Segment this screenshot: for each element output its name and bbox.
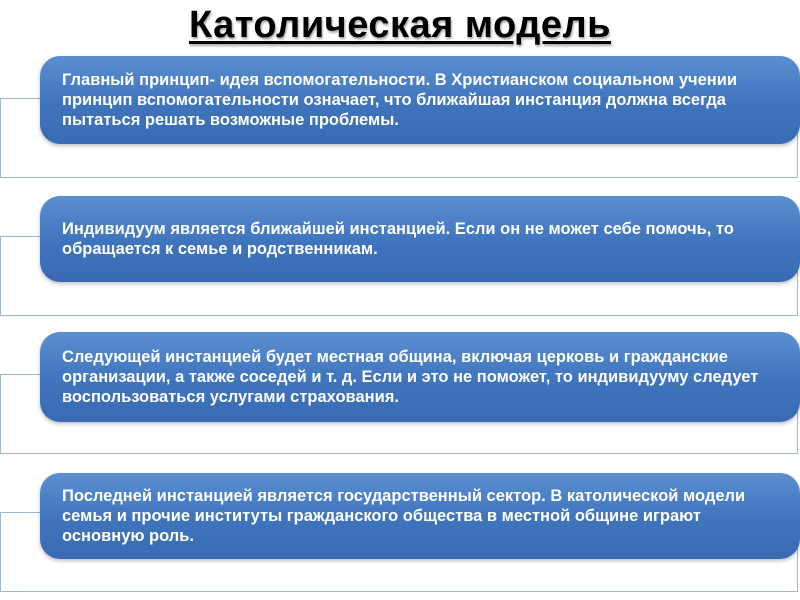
- slide-title: Католическая модель: [189, 4, 611, 46]
- text-block-2-text: Индивидуум является ближайшей инстанцией. Если он не может себе помочь, то обращается к семье и родственникам.: [62, 220, 734, 258]
- text-block-1: [40, 56, 800, 144]
- text-block-3-text: Следующей инстанцией будет местная община, включая церковь и гражданские организации, а также соседей и т. д. Если и это не поможет, то индивидууму следует воспользоваться услугами страхования.: [62, 348, 759, 406]
- text-block-1-text: Главный принцип- идея вспомогательности. В Христианском социальном учении принцип вспомогательности означает, что ближайшая инстанция должна всегда пытаться решать возможные проблемы.: [62, 71, 738, 129]
- text-block-2: [40, 196, 800, 282]
- text-block-3: [40, 332, 800, 422]
- text-block-4-text: Последней инстанцией является государственный сектор. В католической модели семья и прочие институты гражданского общества в местной общине играют основную роль.: [62, 487, 746, 545]
- text-block-4: [40, 473, 800, 559]
